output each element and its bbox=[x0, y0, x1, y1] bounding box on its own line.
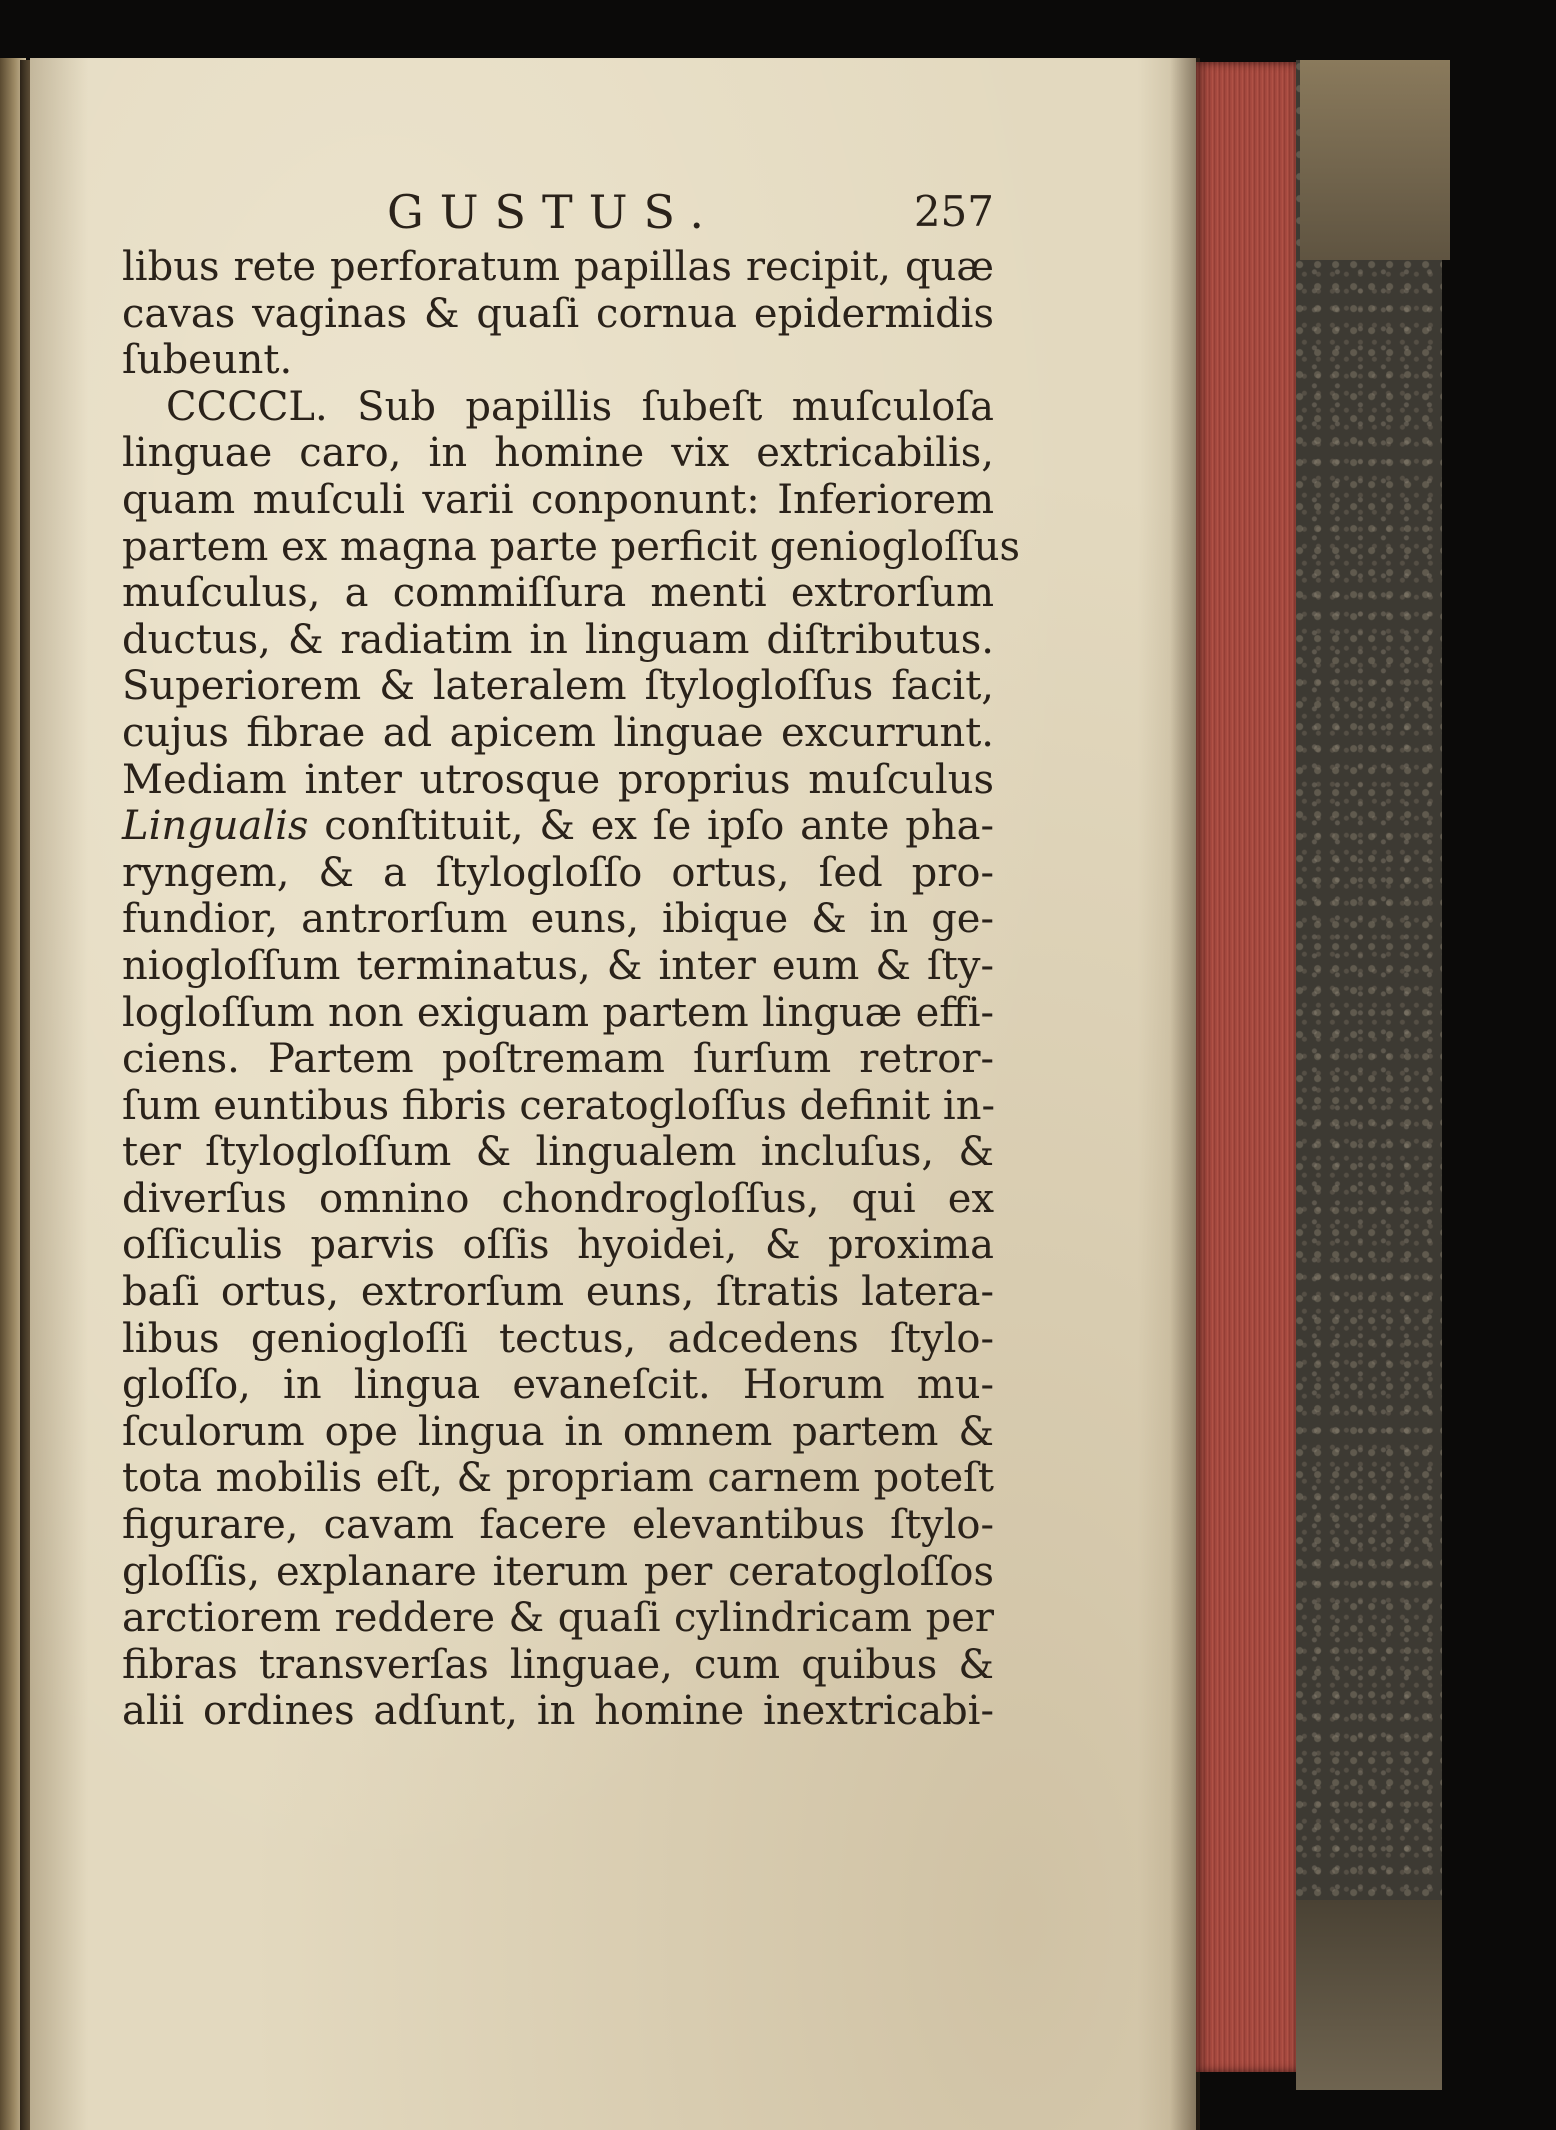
text-line bbox=[122, 803, 994, 850]
text-line: libus rete perforatum papillas recipit, quæ bbox=[122, 244, 994, 290]
text-line: figurare, cavam facere elevantibus ſtylo- bbox=[122, 1502, 994, 1549]
text-line: niogloſſum terminatus, & inter eum & ſty- bbox=[122, 942, 994, 989]
text-line: quam muſculi varii conponunt: Inferiorem bbox=[122, 476, 994, 523]
text-line: ryngem, & a ſtylogloſſo ortus, ſed pro- bbox=[122, 849, 994, 896]
text-line: muſculus, a commiſſura menti extrorſum bbox=[122, 570, 994, 617]
text-line: tota mobilis eſt, & propriam carnem poteſt bbox=[122, 1455, 994, 1502]
text-line: cujus fibrae ad apicem linguae excurrunt. bbox=[122, 709, 994, 756]
text-line: gloſſis, explanare iterum per ceratogloſſos bbox=[122, 1548, 994, 1595]
running-head bbox=[122, 180, 994, 244]
text-line: linguae caro, in homine vix extricabilis, bbox=[122, 430, 994, 477]
page-number: 257 bbox=[913, 187, 994, 236]
text-line: partem ex magna parte perficit geniogloſſus bbox=[122, 523, 1021, 570]
text-line: arctiorem reddere & quaſi cylindricam per bbox=[122, 1595, 994, 1642]
italic-term-lingualis: Lingualis bbox=[122, 803, 309, 850]
text-line: Superiorem & lateralem ſtylogloſſus facit, bbox=[122, 663, 994, 710]
text-line: diverſus omnino chondrogloſſus, qui ex bbox=[122, 1175, 994, 1222]
text-line: libus geniogloſſi tectus, adcedens ſtylo- bbox=[122, 1315, 994, 1362]
text-line: ſubeunt. bbox=[122, 337, 293, 384]
text-line: ſum euntibus fibris ceratogloſſus definit in- bbox=[122, 1082, 995, 1129]
marbled-cover bbox=[1296, 60, 1442, 2090]
text-line: alii ordines adſunt, in homine inextricabi- bbox=[122, 1688, 994, 1735]
text-line: logloſſum non exiguam partem linguæ effi- bbox=[122, 989, 994, 1036]
text-line: gloſſo, in lingua evaneſcit. Horum mu- bbox=[122, 1362, 994, 1409]
text-line: oſſiculis parvis oſſis hyoidei, & proxima bbox=[122, 1222, 994, 1269]
text-line: fundior, antrorſum euns, ibique & in ge- bbox=[122, 896, 994, 943]
text-line: baſi ortus, extrorſum euns, ſtratis latera- bbox=[122, 1269, 994, 1316]
text-line: fibras transverſas linguae, cum quibus & bbox=[122, 1641, 994, 1688]
text-line: ciens. Partem poſtremam ſurſum retror- bbox=[122, 1036, 994, 1083]
cover-top-corner bbox=[1300, 60, 1450, 260]
text-line: Mediam inter utrosque proprius muſculus bbox=[122, 756, 994, 803]
text-line: ter ſtylogloſſum & lingualem incluſus, & bbox=[122, 1129, 994, 1176]
text-line: ſculorum ope lingua in omnem partem & bbox=[122, 1408, 994, 1455]
cover-bottom-corner bbox=[1296, 1900, 1442, 2090]
text-line: ductus, & radiatim in linguam diſtributus. bbox=[122, 616, 994, 663]
text-line-rest: conſtituit, & ex ſe ipſo ante pha- bbox=[308, 803, 994, 850]
red-page-edges bbox=[1196, 62, 1300, 2072]
paragraph-start-line: CCCCL. Sub papillis ſubeſt muſculoſa bbox=[166, 383, 994, 430]
text-line: cavas vaginas & quaſi cornua epidermidis bbox=[122, 290, 994, 337]
text-block bbox=[122, 180, 1021, 1735]
running-head-title: GUSTUS. bbox=[387, 185, 720, 239]
